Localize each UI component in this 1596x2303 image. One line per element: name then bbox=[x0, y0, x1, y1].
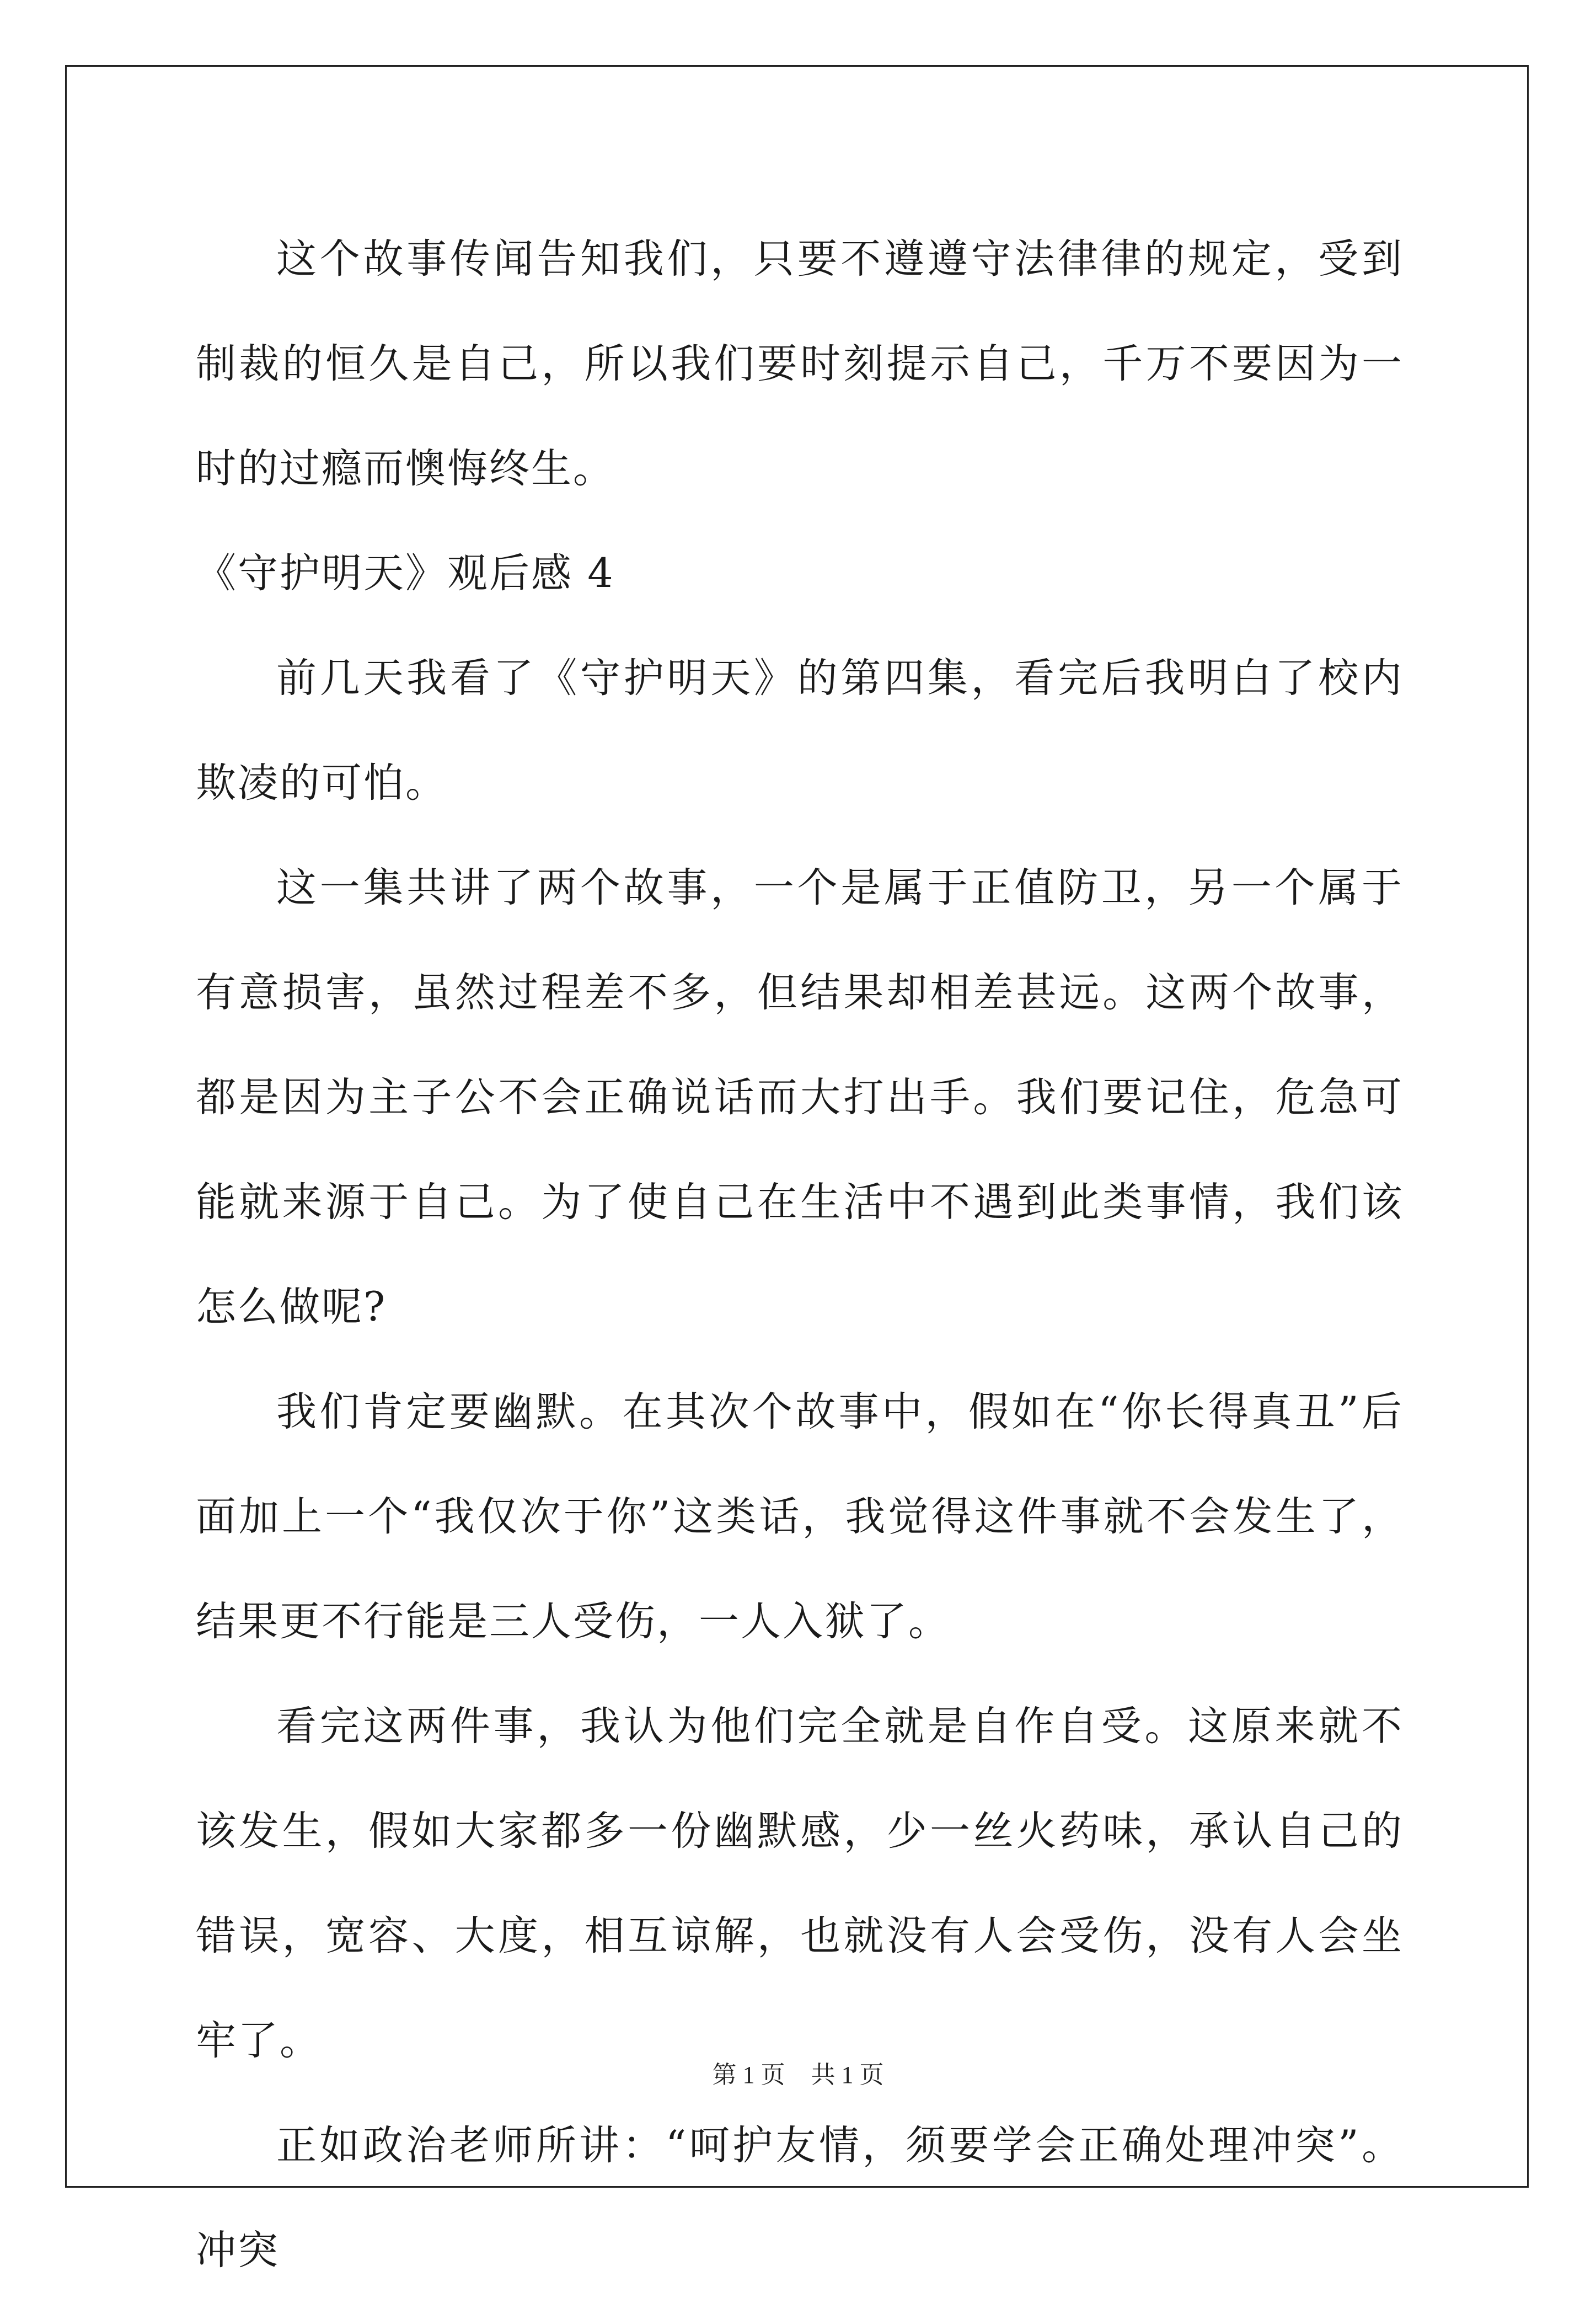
paragraph-4: 我们肯定要幽默。在其次个故事中，假如在“你长得真丑”后面加上一个“我仅次于你”这类话，我觉得这件事就不会发生了，结果更不行能是三人受伤，一人入狱了。 bbox=[196, 1388, 1404, 1645]
paragraph-1: 这个故事传闻告知我们，只要不遵遵守法律律的规定，受到制裁的恒久是自己，所以我们要时刻提示自己，千万不要因为一时的过瘾而懊悔终生。 bbox=[196, 236, 1404, 492]
paragraph-2: 前几天我看了《守护明天》的第四集，看完后我明白了校内欺凌的可怕。 bbox=[196, 655, 1404, 806]
page-total: 共 1 页 bbox=[811, 2061, 884, 2088]
paragraph-6: 正如政治老师所讲：“呵护友情，须要学会正确处理冲突”。冲突 bbox=[196, 2122, 1404, 2274]
document-body bbox=[196, 207, 1404, 2303]
page-number: 第 1 页 bbox=[712, 2061, 785, 2088]
section-heading: 《守护明天》观后感 4 bbox=[196, 550, 615, 597]
paragraph-5: 看完这两件事，我认为他们完全就是自作自受。这原来就不该发生，假如大家都多一份幽默感，少一丝火药味，承认自己的错误，宽容、大度，相互谅解，也就没有人会受伤，没有人会坐牢了。 bbox=[196, 1703, 1404, 2064]
page-footer bbox=[0, 2059, 1596, 2092]
paragraph-3: 这一集共讲了两个故事，一个是属于正值防卫，另一个属于有意损害，虽然过程差不多，但结果却相差甚远。这两个故事，都是因为主子公不会正确说话而大打出手。我们要记住，危急可能就来源于自己。为了使自己在生活中不遇到此类事情，我们该怎么做呢? bbox=[196, 864, 1404, 1330]
